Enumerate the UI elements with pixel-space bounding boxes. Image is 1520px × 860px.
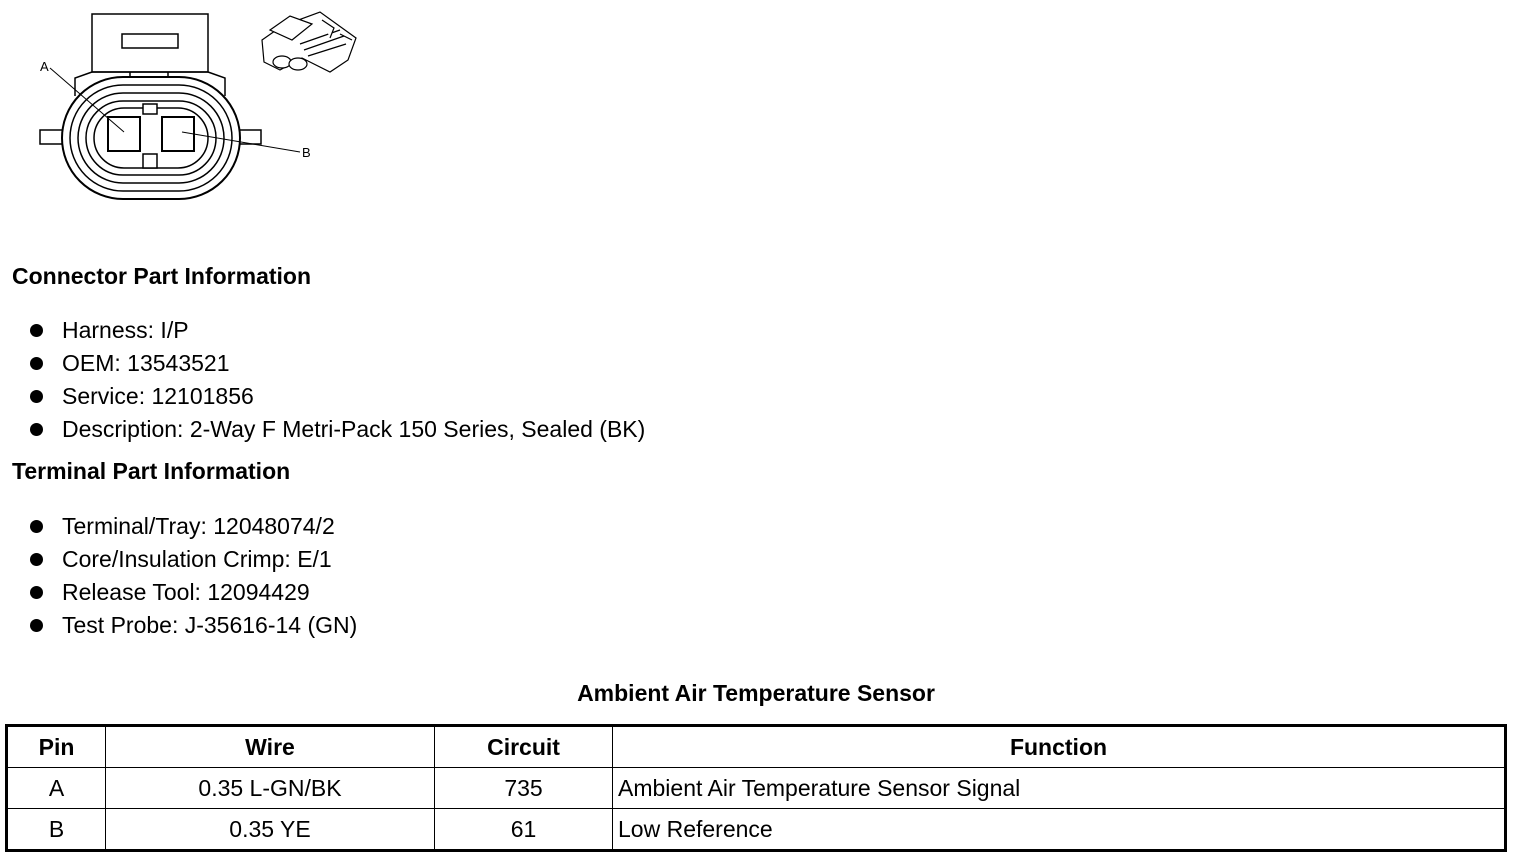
table-header-row (7, 726, 1506, 768)
cell-pin: A (7, 768, 106, 809)
cell-circuit: 61 (435, 809, 613, 851)
cell-wire: 0.35 L-GN/BK (106, 768, 435, 809)
cell-circuit: 735 (435, 768, 613, 809)
cell-function: Ambient Air Temperature Sensor Signal (613, 768, 1506, 809)
connector-info-list (30, 314, 645, 446)
list-item: Description: 2-Way F Metri-Pack 150 Series, Sealed (BK) (30, 413, 645, 446)
pinout-table (5, 724, 1507, 852)
terminal-info-list (30, 510, 357, 642)
list-item: Core/Insulation Crimp: E/1 (30, 543, 357, 576)
list-item: Terminal/Tray: 12048074/2 (30, 510, 357, 543)
list-item: Release Tool: 12094429 (30, 576, 357, 609)
connector-info-heading: Connector Part Information (12, 263, 312, 289)
table-row (7, 809, 1506, 851)
list-item: Test Probe: J-35616-14 (GN) (30, 609, 357, 642)
bullet-icon (30, 553, 43, 566)
bullet-icon (30, 423, 43, 436)
column-header-pin: Pin (7, 726, 106, 768)
bullet-icon (30, 619, 43, 632)
connector-diagram (0, 0, 380, 215)
connector-isometric-icon (262, 12, 356, 72)
pin-a-callout: A (40, 59, 49, 74)
pin-b-callout: B (302, 145, 311, 160)
column-header-function: Function (613, 726, 1506, 768)
list-item: Service: 12101856 (30, 380, 645, 413)
bullet-icon (30, 520, 43, 533)
table-row (7, 768, 1506, 809)
cell-pin: B (7, 809, 106, 851)
cell-function: Low Reference (613, 809, 1506, 851)
table-title: Ambient Air Temperature Sensor (577, 680, 935, 706)
bullet-icon (30, 390, 43, 403)
cell-wire: 0.35 YE (106, 809, 435, 851)
bullet-icon (30, 586, 43, 599)
column-header-circuit: Circuit (435, 726, 613, 768)
bullet-icon (30, 324, 43, 337)
list-item: Harness: I/P (30, 314, 645, 347)
list-item: OEM: 13543521 (30, 347, 645, 380)
column-header-wire: Wire (106, 726, 435, 768)
bullet-icon (30, 357, 43, 370)
terminal-info-heading: Terminal Part Information (12, 458, 291, 484)
